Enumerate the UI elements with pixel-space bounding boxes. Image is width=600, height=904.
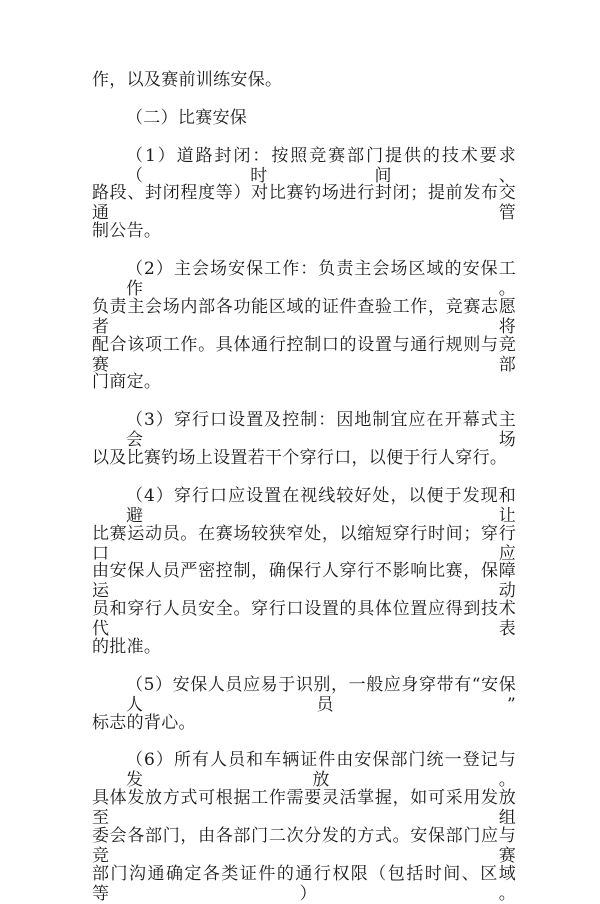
text-line: 制公告。 bbox=[92, 221, 162, 242]
text-line: （2）主会场安保工作：负责主会场区域的安保工作。 bbox=[126, 258, 516, 299]
text-line: （3）穿行口设置及控制：因地制宜应在开幕式主会场 bbox=[126, 410, 516, 451]
text-line: 由安保人员严密控制，确保行人穿行不影响比赛，保障运动 bbox=[92, 561, 516, 602]
text-line: 门商定。 bbox=[92, 372, 162, 393]
text-line: 负责主会场内部各功能区域的证件查验工作，竞赛志愿者将 bbox=[92, 296, 516, 337]
text-line: （1）道路封闭：按照竞赛部门提供的技术要求（时间、 bbox=[126, 145, 516, 186]
text-line: 部门沟通确定各类证件的通行权限（包括时间、区域等）。 bbox=[92, 863, 516, 904]
text-line: 具体发放方式可根据工作需要灵活掌握，如可采用发放至组 bbox=[92, 788, 516, 829]
text-line: 配合该项工作。具体通行控制口的设置与通行规则与竞赛部 bbox=[92, 334, 516, 375]
text-line: 员和穿行人员安全。穿行口设置的具体位置应得到技术代表 bbox=[92, 599, 516, 640]
section-heading: （二）比赛安保 bbox=[126, 107, 248, 128]
text-line: （5）安保人员应易于识别，一般应身穿带有“安保人员” bbox=[126, 674, 516, 715]
text-line: （6）所有人员和车辆证件由安保部门统一登记与发放。 bbox=[126, 750, 516, 791]
text-line: 的批准。 bbox=[92, 636, 162, 657]
text-line: 以及比赛钓场上设置若干个穿行口，以便于行人穿行。 bbox=[92, 447, 508, 468]
document-page bbox=[92, 70, 516, 902]
text-line: 作，以及赛前训练安保。 bbox=[92, 70, 283, 90]
text-line: 比赛运动员。在赛场较狭窄处，以缩短穿行时间；穿行口应 bbox=[92, 523, 516, 564]
text-line: 委会各部门，由各部门二次分发的方式。安保部门应与竞赛 bbox=[92, 825, 516, 866]
text-line: 路段、封闭程度等）对比赛钓场进行封闭；提前发布交通管 bbox=[92, 183, 516, 224]
text-line: 标志的背心。 bbox=[92, 712, 196, 733]
text-line: （4）穿行口应设置在视线较好处，以便于发现和避让 bbox=[126, 485, 516, 526]
